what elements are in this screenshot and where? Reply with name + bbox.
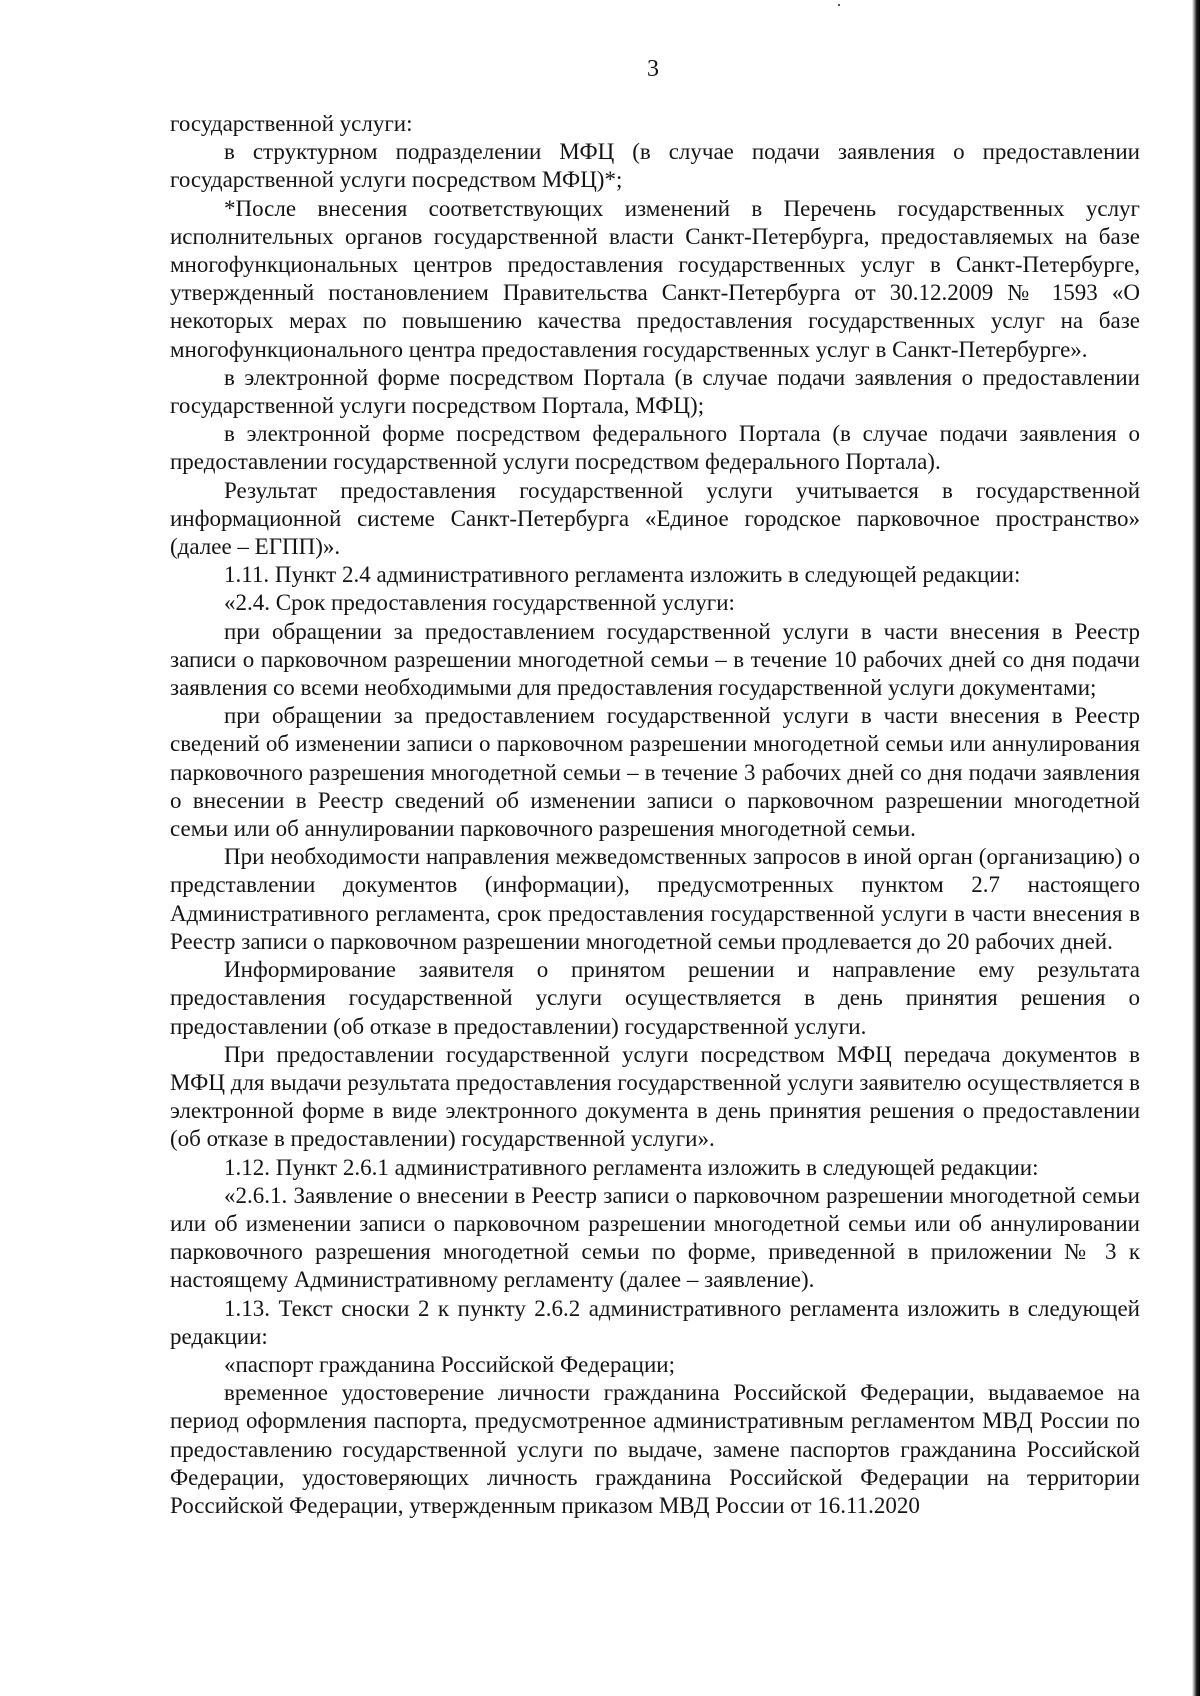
paragraph-item-1-12: 1.12. Пункт 2.6.1 административного регламента изложить в следующей редакции:: [224, 1154, 1039, 1180]
document-body: [170, 110, 1140, 1520]
paragraph-mfc-transfer: При предоставлении государственной услуги посредством МФЦ передача документов в МФЦ для выдачи результата предоставления государственной услуги заявителю осуществляется в электронной форме в виде электронного документа в день принятия решения о предоставлении (об отказе в предоставлении) государственной услуги».: [170, 1041, 1140, 1152]
paragraph-term-3-days: при обращении за предоставлением государственной услуги в части внесения в Реестр сведений об изменении записи о парковочном разрешении многодетной семьи или аннулирования парковочного разрешения многодетной семьи – в течение 3 рабочих дней со дня подачи заявления о внесении в Реестр сведений об изменении записи о парковочном разрешении многодетной семьи или об аннулировании парковочного разрешения многодетной семьи.: [170, 703, 1140, 842]
paragraph-clause-2-4: «2.4. Срок предоставления государственной услуги:: [224, 590, 735, 616]
paragraph-clause-2-6-1: «2.6.1. Заявление о внесении в Реестр записи о парковочном разрешении многодетной семьи или об изменении записи о парковочном разрешении многодетной семьи или об аннулировании парковочного разрешения многодетной семьи по форме, приведенной в приложении № 3 к настоящему Административному регламенту (далее – заявление).: [170, 1182, 1140, 1293]
paragraph-result-egpp: Результат предоставления государственной услуги учитывается в государственной информационной системе Санкт-Петербурга «Единое городское парковочное пространство» (далее – ЕГПП)».: [170, 477, 1140, 560]
page-number: 3: [647, 56, 659, 82]
paragraph-item-1-13: 1.13. Текст сноски 2 к пункту 2.6.2 административного регламента изложить в следующей редакции:: [170, 1295, 1140, 1349]
scan-speck: [838, 4, 840, 6]
paragraph-informing-applicant: Информирование заявителя о принятом решении и направление ему результата предоставления государственной услуги осуществляется в день принятия решения о предоставлении (об отказе в предоставлении) государственной услуги.: [170, 957, 1140, 1039]
paragraph-continuation: государственной услуги:: [170, 111, 413, 136]
paragraph-passport: «паспорт гражданина Российской Федерации;: [224, 1351, 675, 1377]
paragraph-portal-electronic: в электронной форме посредством Портала (в случае подачи заявления о предоставлении государственной услуги посредством Портала, МФЦ);: [170, 364, 1140, 419]
paragraph-interagency-requests: При необходимости направления межведомственных запросов в иной орган (организацию) о представлении документов (информации), предусмотренных пунктом 2.7 настоящего Административного регламента, срок предоставления государственной услуги в части внесения в Реестр записи о парковочном разрешении многодетной семьи продлевается до 20 рабочих дней.: [170, 844, 1140, 954]
paragraph-federal-portal: в электронной форме посредством федерального Портала (в случае подачи заявления о предоставлении государственной услуги посредством федерального Портала).: [170, 421, 1140, 475]
paragraph-mfc-division: в структурном подразделении МФЦ (в случае подачи заявления о предоставлении государственной услуги посредством МФЦ)*;: [170, 139, 1140, 193]
paragraph-item-1-11: 1.11. Пункт 2.4 административного регламента изложить в следующей редакции:: [224, 562, 1021, 588]
paragraph-term-10-days: при обращении за предоставлением государственной услуги в части внесения в Реестр записи о парковочном разрешении многодетной семьи – в течение 10 рабочих дней со дня подачи заявления со всеми необходимыми для предоставления государственной услуги документами;: [170, 618, 1140, 701]
paragraph-footnote-note: *После внесения соответствующих изменений в Перечень государственных услуг исполнительных органов государственной власти Санкт-Петербурга, предоставляемых на базе многофункциональных центров предоставления государственных услуг в Санкт-Петербурге, утвержденный постановлением Правительства Санкт-Петербурга от 30.12.2009 № 1593 «О некоторых мерах по повышению качества предоставления государственных услуг на базе многофункционального центра предоставления государственных услуг в Санкт-Петербурге».: [170, 195, 1140, 362]
paragraph-temporary-id: временное удостоверение личности гражданина Российской Федерации, выдаваемое на период оформления паспорта, предусмотренное административным регламентом МВД России по предоставлению государственной услуги по выдаче, замене паспортов гражданина Российской Федерации, удостоверяющих личность гражданина Российской Федерации на территории Российской Федерации, утвержденным приказом МВД России от 16.11.2020: [170, 1380, 1140, 1518]
scan-edge-shadow: [1192, 0, 1200, 1696]
